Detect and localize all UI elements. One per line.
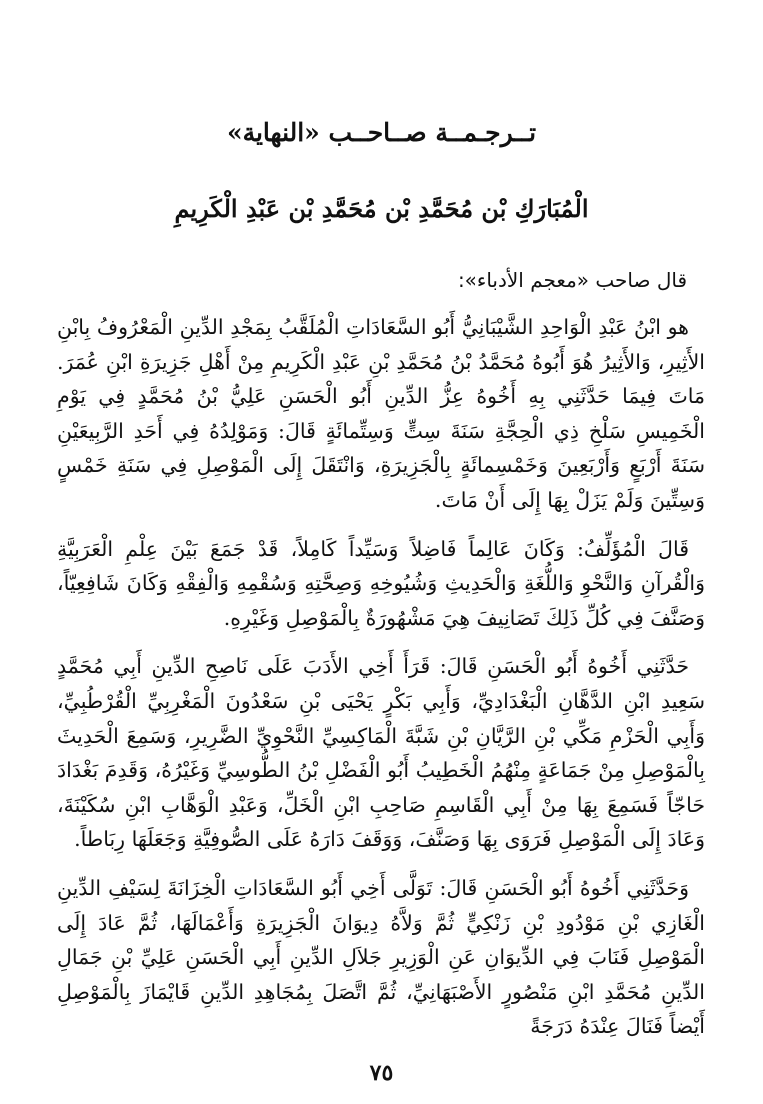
page-subtitle: الْمُبَارَكِ بْن مُحَمَّدِ بْن مُحَمَّدِ بْن عَبْدِ الْكَرِيمِ [174, 194, 589, 223]
page-number: ٧٥ [369, 1060, 394, 1086]
paragraph-3: حَدَّثَنِي أَخُوهُ أَبُو الْحَسَنِ قَالَ: قَرَأَ أَخِي الأَدَبَ عَلَى نَاصِحِ الدِّينِ أَبِي مُحَمَّدٍ سَعِيدِ ابْنِ الدَّهَّانِ الْبَغْدَادِيِّ، وَأَبِي بَكْرٍ يَحْيَى بْنِ سَعْدُونَ الْمَغْرِبِيِّ الْقُرْطُبِيِّ، وَأَبِي الْحَزْمِ مَكِّي بْنِ الرَّيَّانِ بْنِ شَبَّةَ الْمَاكِسِيِّ النَّحْوِيِّ الضَّرِيرِ، وَسَمِعَ الْحَدِيثَ بِالْمَوْصِلِ مِنْ جَمَاعَةٍ مِنْهُمُ الْخَطِيبُ أَبُو الْفَضْلِ بْنُ الطُّوسِيِّ وَغَيْرُهُ، وَقَدِمَ بَغْدَادَ حَاجّاً فَسَمِعَ بِهَا مِنْ أَبِي الْقَاسِمِ صَاحِبِ ابْنِ الْخَلِّ، وَعَبْدِ الْوَهَّابِ ابْنِ سُكَيْنَةَ، وَعَادَ إِلَى الْمَوْصِلِ فَرَوَى بِهَا وَصَنَّفَ، وَوَقَفَ دَارَهُ عَلَى الصُّوفِيَّةِ وَجَعَلَهَا رِبَاطاً. [57, 654, 705, 852]
intro-line: قال صاحب «معجم الأدباء»: [457, 268, 687, 292]
paragraph-4: وَحَدَّثَنِي أَخُوهُ أَبُو الْحَسَنِ قَالَ: تَوَلَّى أَخِي أَبُو السَّعَادَاتِ الْخِزَانَةَ لِسَيْفِ الدِّينِ الْغَازِي بْنِ مَوْدُودِ بْنِ زَنْكِيٍّ ثُمَّ وَلاَّهُ دِيوَانَ الْجَزِيرَةِ وَأَعْمَالَهَا، ثُمَّ عَادَ إِلَى الْمَوْصِلِ فَنَابَ فِي الدِّيوَانِ عَنِ الْوَزِيرِ جَلاَلِ الدِّينِ أَبِي الْحَسَنِ عَلِيِّ بْنِ جَمَالِ الدِّينِ مُحَمَّدِ ابْنِ مَنْصُورٍ الأَصْبَهَانِيِّ، ثُمَّ اتَّصَلَ بِمُجَاهِدِ الدِّينِ قَايْمَازَ بِالْمَوْصِلِ أَيْضاً فَنَالَ عِنْدَهُ دَرَجَةً [57, 875, 705, 1039]
page-title: تــرجـمــة صــاحــب «النهاية» [226, 118, 537, 147]
paragraph-2: قَالَ الْمُؤَلِّفُ: وَكَانَ عَالِماً فَاضِلاً وَسَيِّداً كَامِلاً، قَدْ جَمَعَ بَيْنَ عِلْمِ الْعَرَبِيَّةِ وَالْقُرآنِ وَالنَّحْوِ وَاللُّغَةِ وَالْحَدِيثِ وَشُيُوخِهِ وَصِحَّتِهِ وَسُقْمِهِ وَالْفِقْهِ وَكَانَ شَافِعِيّاً، وَصَنَّفَ فِي كُلِّ ذَلِكَ تَصَانِيفَ هِيَ مَشْهُورَةٌ بِالْمَوْصِلِ وَغَيْرِهِ. [57, 536, 705, 630]
body-text [57, 310, 705, 1058]
paragraph-1: هو ابْنُ عَبْدِ الْوَاحِدِ الشَّيْبَانِيُّ أَبُو السَّعَادَاتِ الْمُلَقَّبُ بِمَجْدِ الدِّينِ الْمَعْرُوفُ بِابْنِ الأَثِيرِ، وَالأَثِيرُ هُوَ أَبُوهُ مُحَمَّدُ بْنُ مُحَمَّدِ بْنِ عَبْدِ الْكَرِيمِ مِنْ أَهْلِ جَزِيرَةِ ابْنِ عُمَرَ. مَاتَ فِيمَا حَدَّثَنِي بِهِ أَخُوهُ عِزُّ الدِّينِ أَبُو الْحَسَنِ عَلِيُّ بْنُ مُحَمَّدٍ فِي يَوْمِ الْخَمِيسِ سَلْخِ ذِي الْحِجَّةِ سَنَةَ سِتٍّ وَسِتِّمائَةٍ قَالَ: وَمَوْلِدُهُ فِي أَحَدِ الرَّبِيعَيْنِ سَنَةَ أَرْبَعٍ وَأَرْبَعِينَ وَخَمْسِمائَةٍ بِالْجَزِيرَةِ، وَانْتَقَلَ إِلَى الْمَوْصِلِ فِي سَنَةِ خَمْسٍ وَسِتِّينَ وَلَمْ يَزَلْ بِهَا إِلَى أَنْ مَاتَ. [57, 315, 705, 512]
